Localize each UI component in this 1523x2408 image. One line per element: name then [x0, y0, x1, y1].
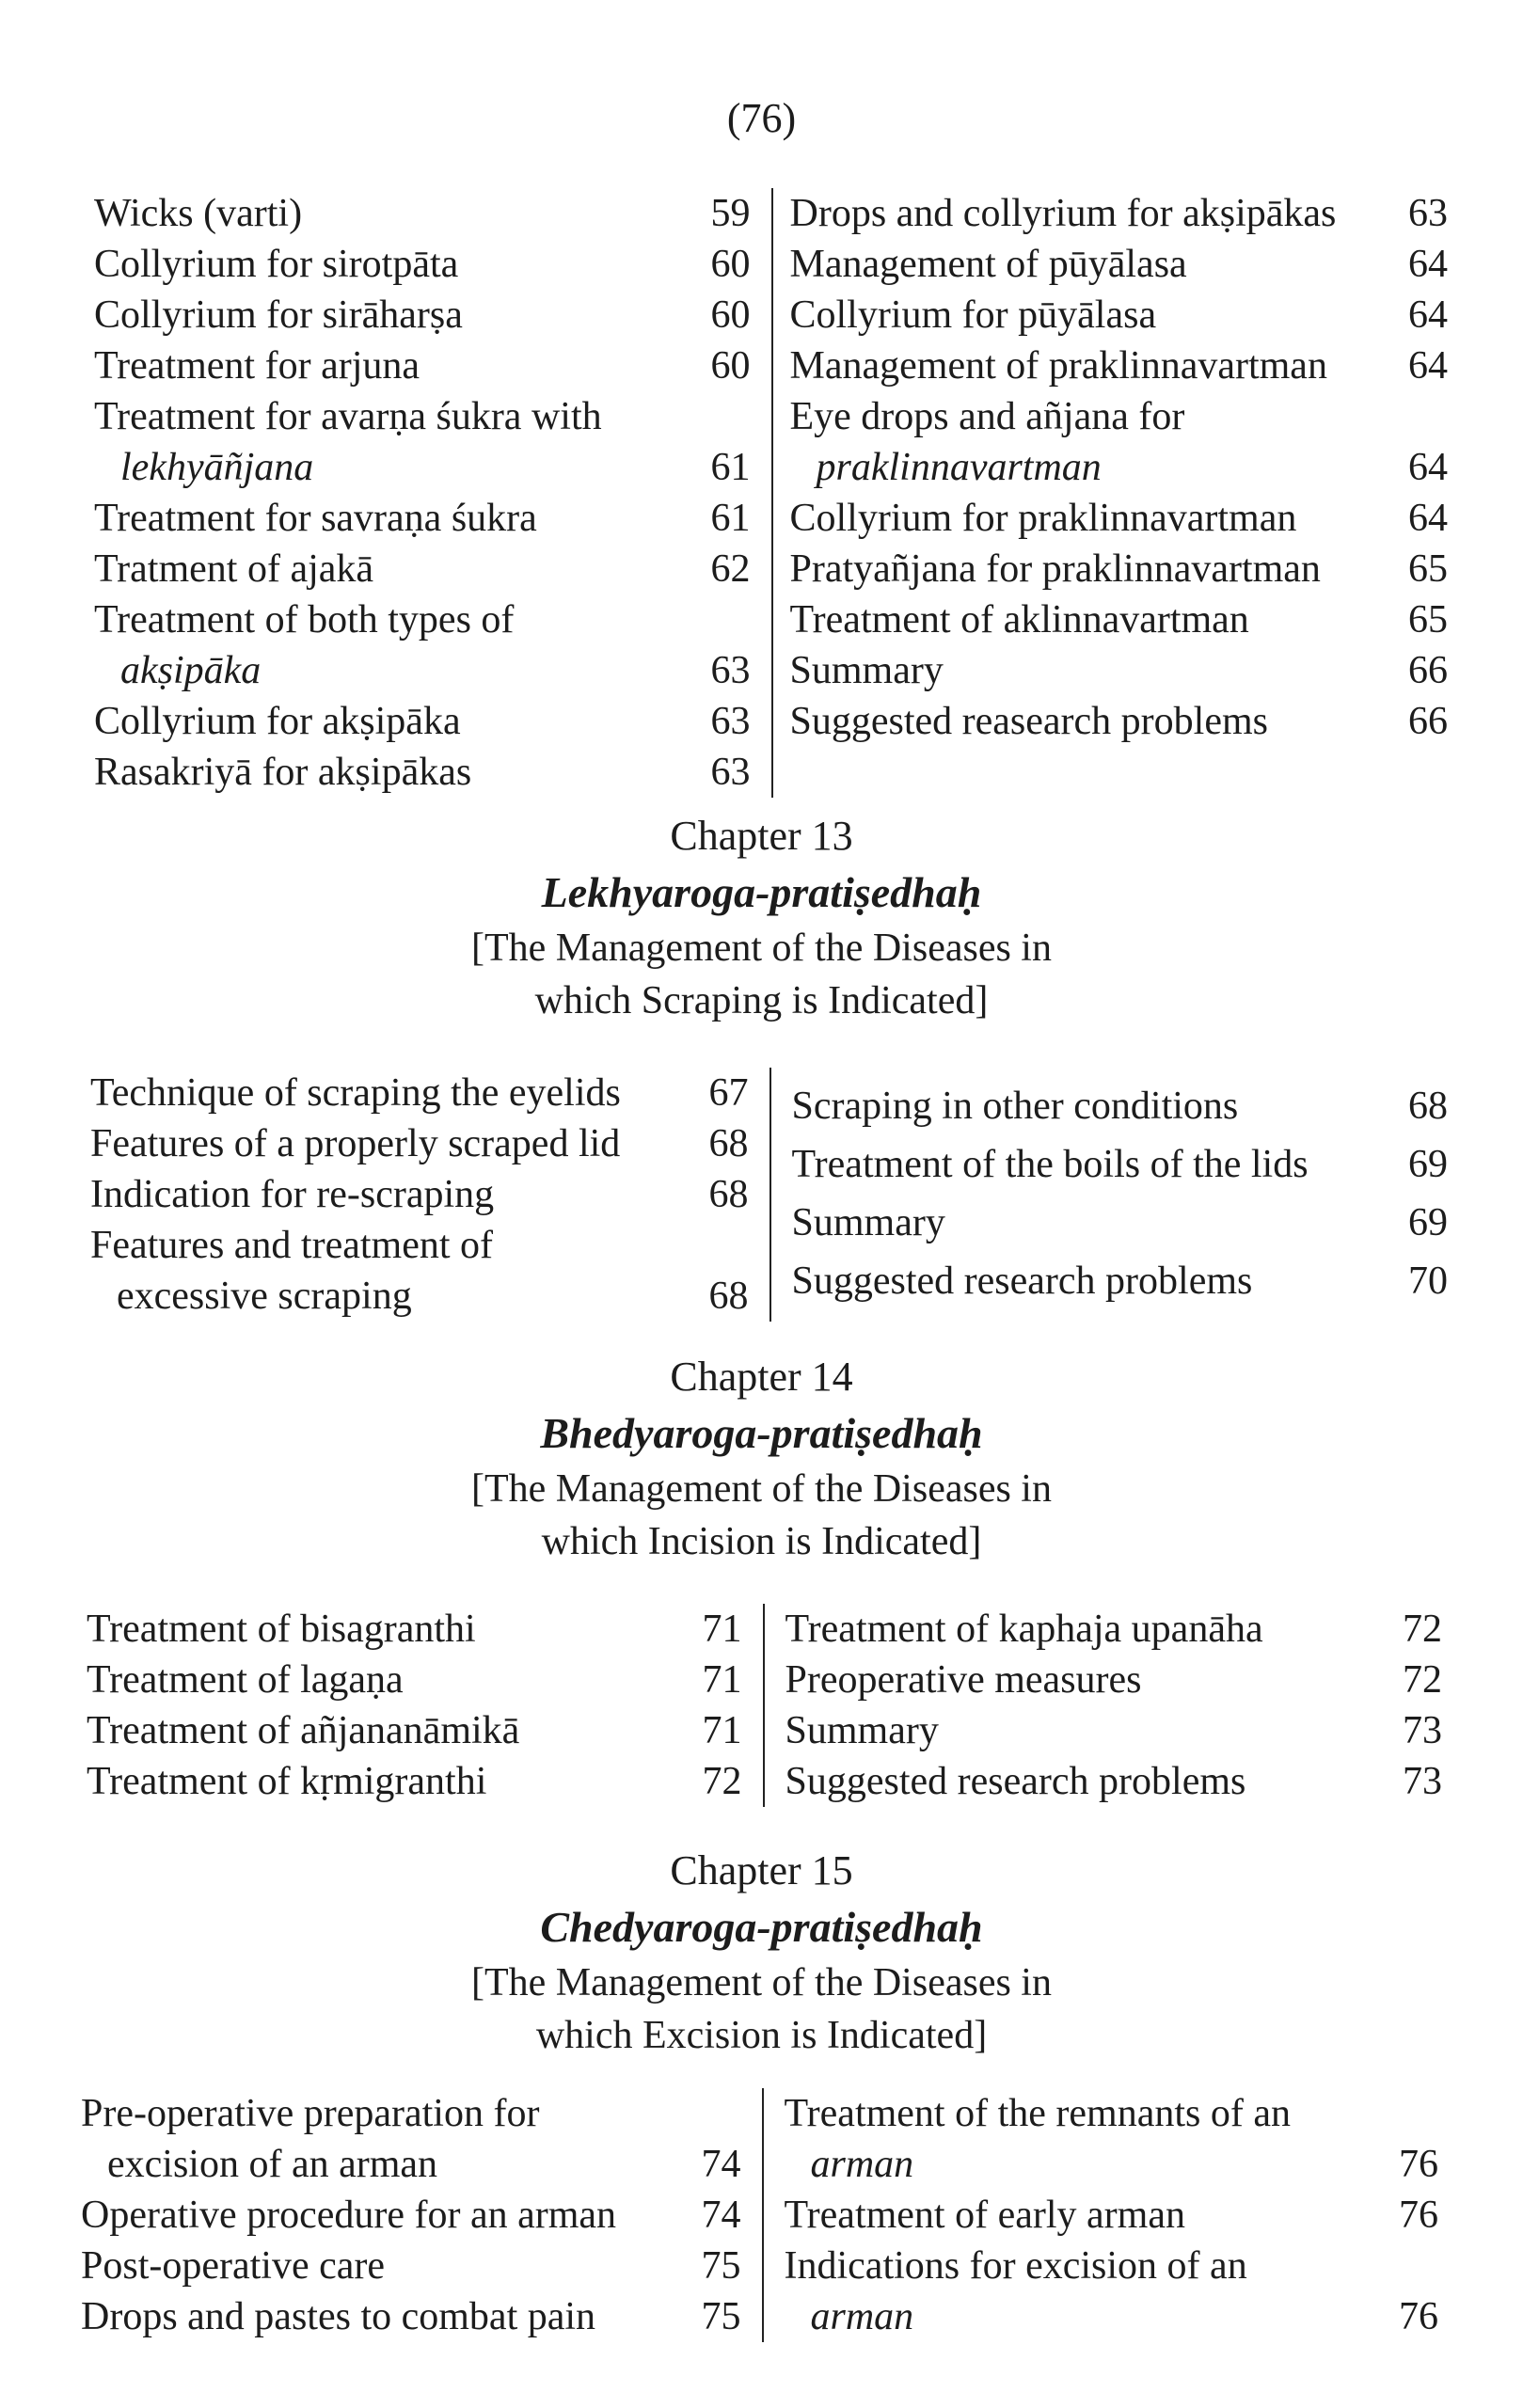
toc-entry-label: Features of a properly scraped lid	[90, 1122, 621, 1165]
toc-entry	[790, 391, 1449, 442]
toc-entry-page: 76	[1399, 2143, 1438, 2186]
toc-entry-label: Pratyañjana for praklinnavartman	[789, 547, 1321, 591]
toc-entry-label: Treatment of lagaṇa	[87, 1658, 404, 1702]
toc-entry-page: 75	[701, 2244, 741, 2288]
toc-entry	[790, 341, 1449, 391]
toc-entry	[790, 290, 1449, 341]
toc-entry	[792, 1194, 1449, 1252]
toc-entry-label: excision of an arman	[107, 2143, 438, 2186]
toc-entry-label: praklinnavartman	[816, 446, 1102, 489]
toc-entry-page: 74	[701, 2194, 741, 2237]
toc-entry-label: Treatment of the boils of the lids	[791, 1143, 1309, 1186]
toc-entry-page: 63	[710, 751, 751, 794]
toc-column-left	[87, 1604, 765, 1807]
toc-entry-page: 76	[1399, 2295, 1438, 2338]
toc-entry	[790, 493, 1449, 544]
toc-entry-page: 61	[710, 497, 751, 540]
toc-entry	[94, 239, 751, 290]
toc-entry	[94, 290, 751, 341]
toc-entry-label: Drops and collyrium for akṣipākas	[789, 192, 1337, 235]
toc-entry-label: Collyrium for pūyālasa	[789, 293, 1157, 337]
toc-column-right	[765, 1604, 1443, 1807]
toc-entry	[792, 1252, 1449, 1310]
toc-entry-page: 73	[1403, 1709, 1442, 1752]
toc-entry-page: 63	[710, 649, 751, 692]
page-number: (76)	[726, 95, 797, 141]
toc-entry-label: Indications for excision of an	[784, 2244, 1247, 2288]
toc-entry	[94, 391, 751, 442]
toc-entry	[94, 747, 751, 798]
toc-entry-label: Collyrium for sirotpāta	[94, 243, 459, 286]
chapter-number: Chapter 14	[670, 1354, 853, 1400]
toc-entry-page: 72	[1403, 1608, 1442, 1651]
toc-entry-page: 61	[710, 446, 751, 489]
toc-entry-label: Treatment of both types of	[94, 598, 515, 642]
toc-entry	[81, 2241, 741, 2291]
toc-entry	[790, 239, 1449, 290]
toc-entry	[792, 1077, 1449, 1135]
toc-entry	[785, 2241, 1439, 2291]
toc-entry-page: 71	[702, 1658, 742, 1702]
toc-entry-page: 60	[710, 293, 751, 337]
chapter-title: Chedyaroga-pratiṣedhaḥ	[540, 1903, 983, 1951]
toc-entry-label: Tratment of ajakā	[94, 547, 374, 591]
toc-entry	[785, 1604, 1443, 1655]
toc-entry-label: Treatment of kaphaja upanāha	[785, 1608, 1263, 1651]
toc-entry-label: Suggested research problems	[785, 1760, 1246, 1803]
toc-entry-page: 65	[1408, 547, 1448, 591]
chapter-subtitle: which Scraping is Indicated]	[534, 979, 989, 1022]
toc-entry	[785, 2291, 1439, 2342]
toc-entry	[785, 2139, 1439, 2190]
toc-column-left	[94, 188, 773, 798]
chapter-title: Bhedyaroga-pratiṣedhaḥ	[540, 1409, 983, 1457]
toc-entry-page: 63	[1408, 192, 1448, 235]
toc-entry	[94, 696, 751, 747]
toc-entry-page: 63	[710, 700, 751, 743]
toc-entry-page: 72	[702, 1760, 742, 1803]
toc-entry	[785, 2088, 1439, 2139]
toc-entry-page: 64	[1408, 243, 1448, 286]
toc-entry-page: 67	[708, 1071, 749, 1115]
toc-entry-label: Treatment of early arman	[784, 2194, 1185, 2237]
toc-entry-page: 76	[1399, 2194, 1438, 2237]
toc-entry	[81, 2190, 741, 2241]
toc-entry-label: arman	[810, 2143, 914, 2186]
toc-entry	[90, 1118, 749, 1169]
toc-entry-label: Summary	[789, 649, 944, 692]
toc-entry	[94, 544, 751, 594]
toc-entry	[90, 1068, 749, 1118]
toc-entry	[94, 442, 751, 493]
toc-entry-label: Treatment for savraṇa śukra	[94, 497, 537, 540]
toc-entry-label: Operative procedure for an arman	[81, 2194, 617, 2237]
toc-entry	[785, 1655, 1443, 1705]
toc-entry-label: arman	[810, 2295, 914, 2338]
toc-entry	[87, 1756, 742, 1807]
toc-column-left	[81, 2088, 764, 2342]
toc-entry-label: Treatment of añjananāmikā	[87, 1709, 520, 1752]
toc-entry-page: 62	[710, 547, 751, 591]
toc-entry-page: 73	[1403, 1760, 1442, 1803]
toc-entry-label: lekhyāñjana	[120, 446, 314, 489]
toc-chapter-13	[0, 1068, 1523, 1322]
toc-entry-page: 65	[1408, 598, 1448, 642]
toc-entry	[81, 2088, 741, 2139]
toc-column-right	[764, 2088, 1439, 2342]
toc-entry	[792, 1135, 1449, 1194]
toc-entry-label: Collyrium for akṣipāka	[94, 700, 461, 743]
toc-entry-label: Treatment for avarṇa śukra with	[94, 395, 602, 438]
toc-entry-label: Collyrium for sirāharṣa	[94, 293, 463, 337]
toc-entry-label: Management of praklinnavartman	[789, 344, 1327, 388]
toc-entry	[790, 645, 1449, 696]
toc-entry-page: 60	[710, 243, 751, 286]
chapter-subtitle: [The Management of the Diseases in	[471, 1961, 1052, 2004]
toc-entry-page: 66	[1408, 649, 1448, 692]
toc-entry	[90, 1220, 749, 1271]
toc-entry-label: Scraping in other conditions	[791, 1085, 1239, 1128]
toc-entry-page: 74	[701, 2143, 741, 2186]
toc-entry-page: 69	[1408, 1201, 1448, 1244]
toc-entry	[94, 341, 751, 391]
chapter-14-heading	[0, 1350, 1523, 1568]
toc-entry-page: 68	[1408, 1085, 1448, 1128]
toc-entry	[790, 544, 1449, 594]
toc-entry-page: 75	[701, 2295, 741, 2338]
chapter-number: Chapter 15	[670, 1847, 853, 1893]
toc-entry-label: Summary	[791, 1201, 945, 1244]
toc-column-left	[90, 1068, 771, 1322]
toc-entry-label: Treatment of bisagranthi	[87, 1608, 476, 1651]
toc-entry-label: Pre-operative preparation for	[81, 2092, 540, 2135]
toc-entry-label: Indication for re-scraping	[90, 1173, 495, 1216]
toc-entry-page: 68	[708, 1275, 749, 1318]
toc-entry	[94, 645, 751, 696]
toc-entry	[790, 442, 1449, 493]
toc-entry-page: 64	[1408, 344, 1448, 388]
toc-chapter-14	[0, 1604, 1523, 1807]
toc-entry-page: 64	[1408, 293, 1448, 337]
toc-entry	[790, 696, 1449, 747]
toc-entry-label: Summary	[785, 1709, 939, 1752]
toc-entry-label: Eye drops and añjana for	[789, 395, 1185, 438]
toc-entry	[785, 1705, 1443, 1756]
toc-chapter-15	[0, 2088, 1523, 2342]
toc-entry-page: 69	[1408, 1143, 1448, 1186]
toc-entry-page: 68	[708, 1122, 749, 1165]
toc-entry-label: Management of pūyālasa	[789, 243, 1187, 286]
toc-entry	[785, 2190, 1439, 2241]
toc-entry-label: Treatment of aklinnavartman	[789, 598, 1249, 642]
toc-entry-label: excessive scraping	[117, 1275, 412, 1318]
toc-entry-label: Post-operative care	[81, 2244, 386, 2288]
chapter-subtitle: which Incision is Indicated]	[541, 1520, 982, 1563]
toc-column-right	[773, 188, 1449, 798]
chapter-13-heading	[0, 809, 1523, 1027]
toc-entry	[90, 1271, 749, 1322]
toc-entry-page: 64	[1408, 446, 1448, 489]
toc-entry-page: 72	[1403, 1658, 1442, 1702]
toc-entry-label: Drops and pastes to combat pain	[81, 2295, 596, 2338]
toc-entry-label: akṣipāka	[120, 649, 262, 692]
toc-entry	[87, 1655, 742, 1705]
toc-entry-label: Treatment of kṛmigranthi	[87, 1760, 487, 1803]
toc-entry-label: Rasakriyā for akṣipākas	[94, 751, 472, 794]
toc-entry-label: Preoperative measures	[785, 1658, 1142, 1702]
toc-entry-page: 59	[710, 192, 751, 235]
toc-entry	[90, 1169, 749, 1220]
toc-entry-label: Features and treatment of	[90, 1224, 493, 1267]
toc-entry-label: Suggested reasearch problems	[789, 700, 1268, 743]
toc-entry-page: 70	[1408, 1259, 1448, 1303]
chapter-subtitle: which Excision is Indicated]	[535, 2014, 988, 2057]
toc-entry-label: Treatment for arjuna	[94, 344, 420, 388]
chapter-subtitle: [The Management of the Diseases in	[471, 927, 1052, 970]
toc-entry-page: 64	[1408, 497, 1448, 540]
toc-entry	[94, 188, 751, 239]
toc-block-1	[0, 188, 1523, 798]
toc-entry	[87, 1604, 742, 1655]
toc-entry	[785, 1756, 1443, 1807]
toc-column-right	[771, 1068, 1449, 1322]
toc-entry-page: 71	[702, 1709, 742, 1752]
chapter-number: Chapter 13	[670, 813, 853, 859]
chapter-title: Lekhyaroga-pratiṣedhaḥ	[541, 868, 982, 916]
toc-entry-label: Collyrium for praklinnavartman	[789, 497, 1297, 540]
toc-entry-label: Wicks (varti)	[94, 192, 303, 235]
toc-entry	[81, 2139, 741, 2190]
toc-entry-page: 71	[702, 1608, 742, 1651]
toc-entry-label: Treatment of the remnants of an	[784, 2092, 1291, 2135]
toc-entry-label: Suggested research problems	[791, 1259, 1253, 1303]
toc-entry	[790, 594, 1449, 645]
chapter-15-heading	[0, 1844, 1523, 2062]
toc-entry-page: 68	[708, 1173, 749, 1216]
toc-entry-label: Technique of scraping the eyelids	[90, 1071, 621, 1115]
toc-entry-page: 66	[1408, 700, 1448, 743]
toc-entry	[94, 493, 751, 544]
toc-entry	[790, 188, 1449, 239]
toc-entry-page: 60	[710, 344, 751, 388]
toc-entry	[94, 594, 751, 645]
toc-entry	[87, 1705, 742, 1756]
chapter-subtitle: [The Management of the Diseases in	[471, 1467, 1052, 1511]
toc-entry	[81, 2291, 741, 2342]
